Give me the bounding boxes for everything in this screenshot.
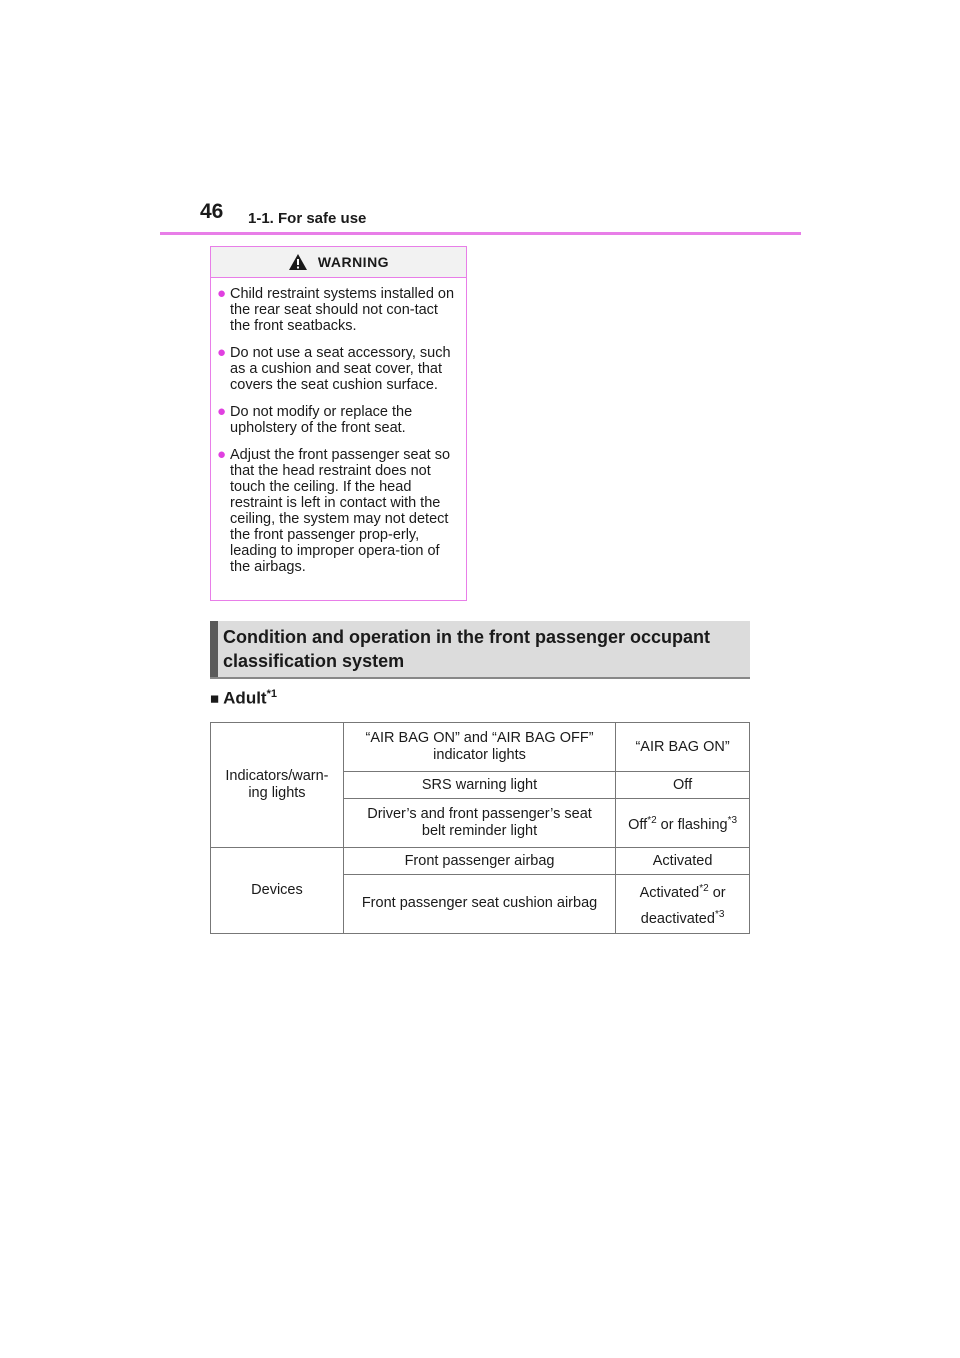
header-divider [160, 232, 801, 235]
warning-item [217, 447, 458, 575]
warning-box [210, 246, 467, 601]
square-bullet-icon: ■ [210, 690, 220, 708]
table-cell-item: “AIR BAG ON” and “AIR BAG OFF” indicator lights [343, 723, 615, 772]
bullet-icon: ● [217, 285, 227, 302]
bullet-icon: ● [217, 403, 227, 420]
section-heading-line1: Condition and operation in the front passenger occupant [223, 627, 711, 647]
table-cell-item: Front passenger seat cushion airbag [343, 875, 615, 934]
warning-item-text: Do not modify or replace the upholstery of the front seat. [230, 404, 413, 436]
warning-item [217, 286, 458, 334]
warning-title: WARNING [317, 254, 390, 270]
warning-item [217, 404, 458, 436]
table-cell-status: Activated [616, 848, 750, 875]
section-title: 1-1. For safe use [248, 210, 367, 227]
group-label-indicators: Indicators/warn- ing lights [211, 723, 344, 848]
table-cell-item: SRS warning light [343, 772, 615, 799]
condition-table [210, 722, 750, 934]
warning-item [217, 345, 458, 393]
heading-accent-bar [210, 621, 218, 677]
table-cell-status: Off [616, 772, 750, 799]
table-cell-item: Driver’s and front passenger’s seat belt reminder light [343, 799, 615, 848]
section-heading-line2: classification system [223, 651, 405, 671]
table-cell-status: “AIR BAG ON” [616, 723, 750, 772]
subheading [210, 688, 277, 709]
section-heading-box [210, 621, 750, 679]
bullet-icon: ● [217, 446, 227, 463]
page-number: 46 [200, 200, 224, 223]
table-row [211, 723, 750, 772]
table-row [211, 848, 750, 875]
warning-item-text: Do not use a seat accessory, such as a cushion and seat cover, that covers the seat cushion surface. [230, 345, 451, 393]
table-cell-status: Off$^{*2}$ or flashing$^{*3}$ [616, 799, 750, 848]
warning-item-text: Adjust the front passenger seat so that the head restraint does not touch the ceiling. If the head restraint is left in contact with the ceiling, the system may not detect the front passenger prop-erly, leading to improper opera-tion of the airbags. [230, 447, 451, 575]
warning-header [211, 247, 466, 278]
footnote-ref: *1 [266, 688, 277, 700]
warning-item-text: Child restraint systems installed on the rear seat should not con-tact the front seatbacks. [230, 286, 455, 334]
table-cell-status: Activated$^{*2}$ or deactivated$^{*3}$ [616, 875, 750, 934]
group-label-devices: Devices [211, 848, 344, 934]
subheading-text: Adult [223, 688, 267, 708]
section-heading [223, 625, 744, 673]
warning-list [211, 278, 466, 575]
table-cell-item: Front passenger airbag [343, 848, 615, 875]
warning-triangle-icon [288, 253, 308, 271]
bullet-icon: ● [217, 344, 227, 361]
